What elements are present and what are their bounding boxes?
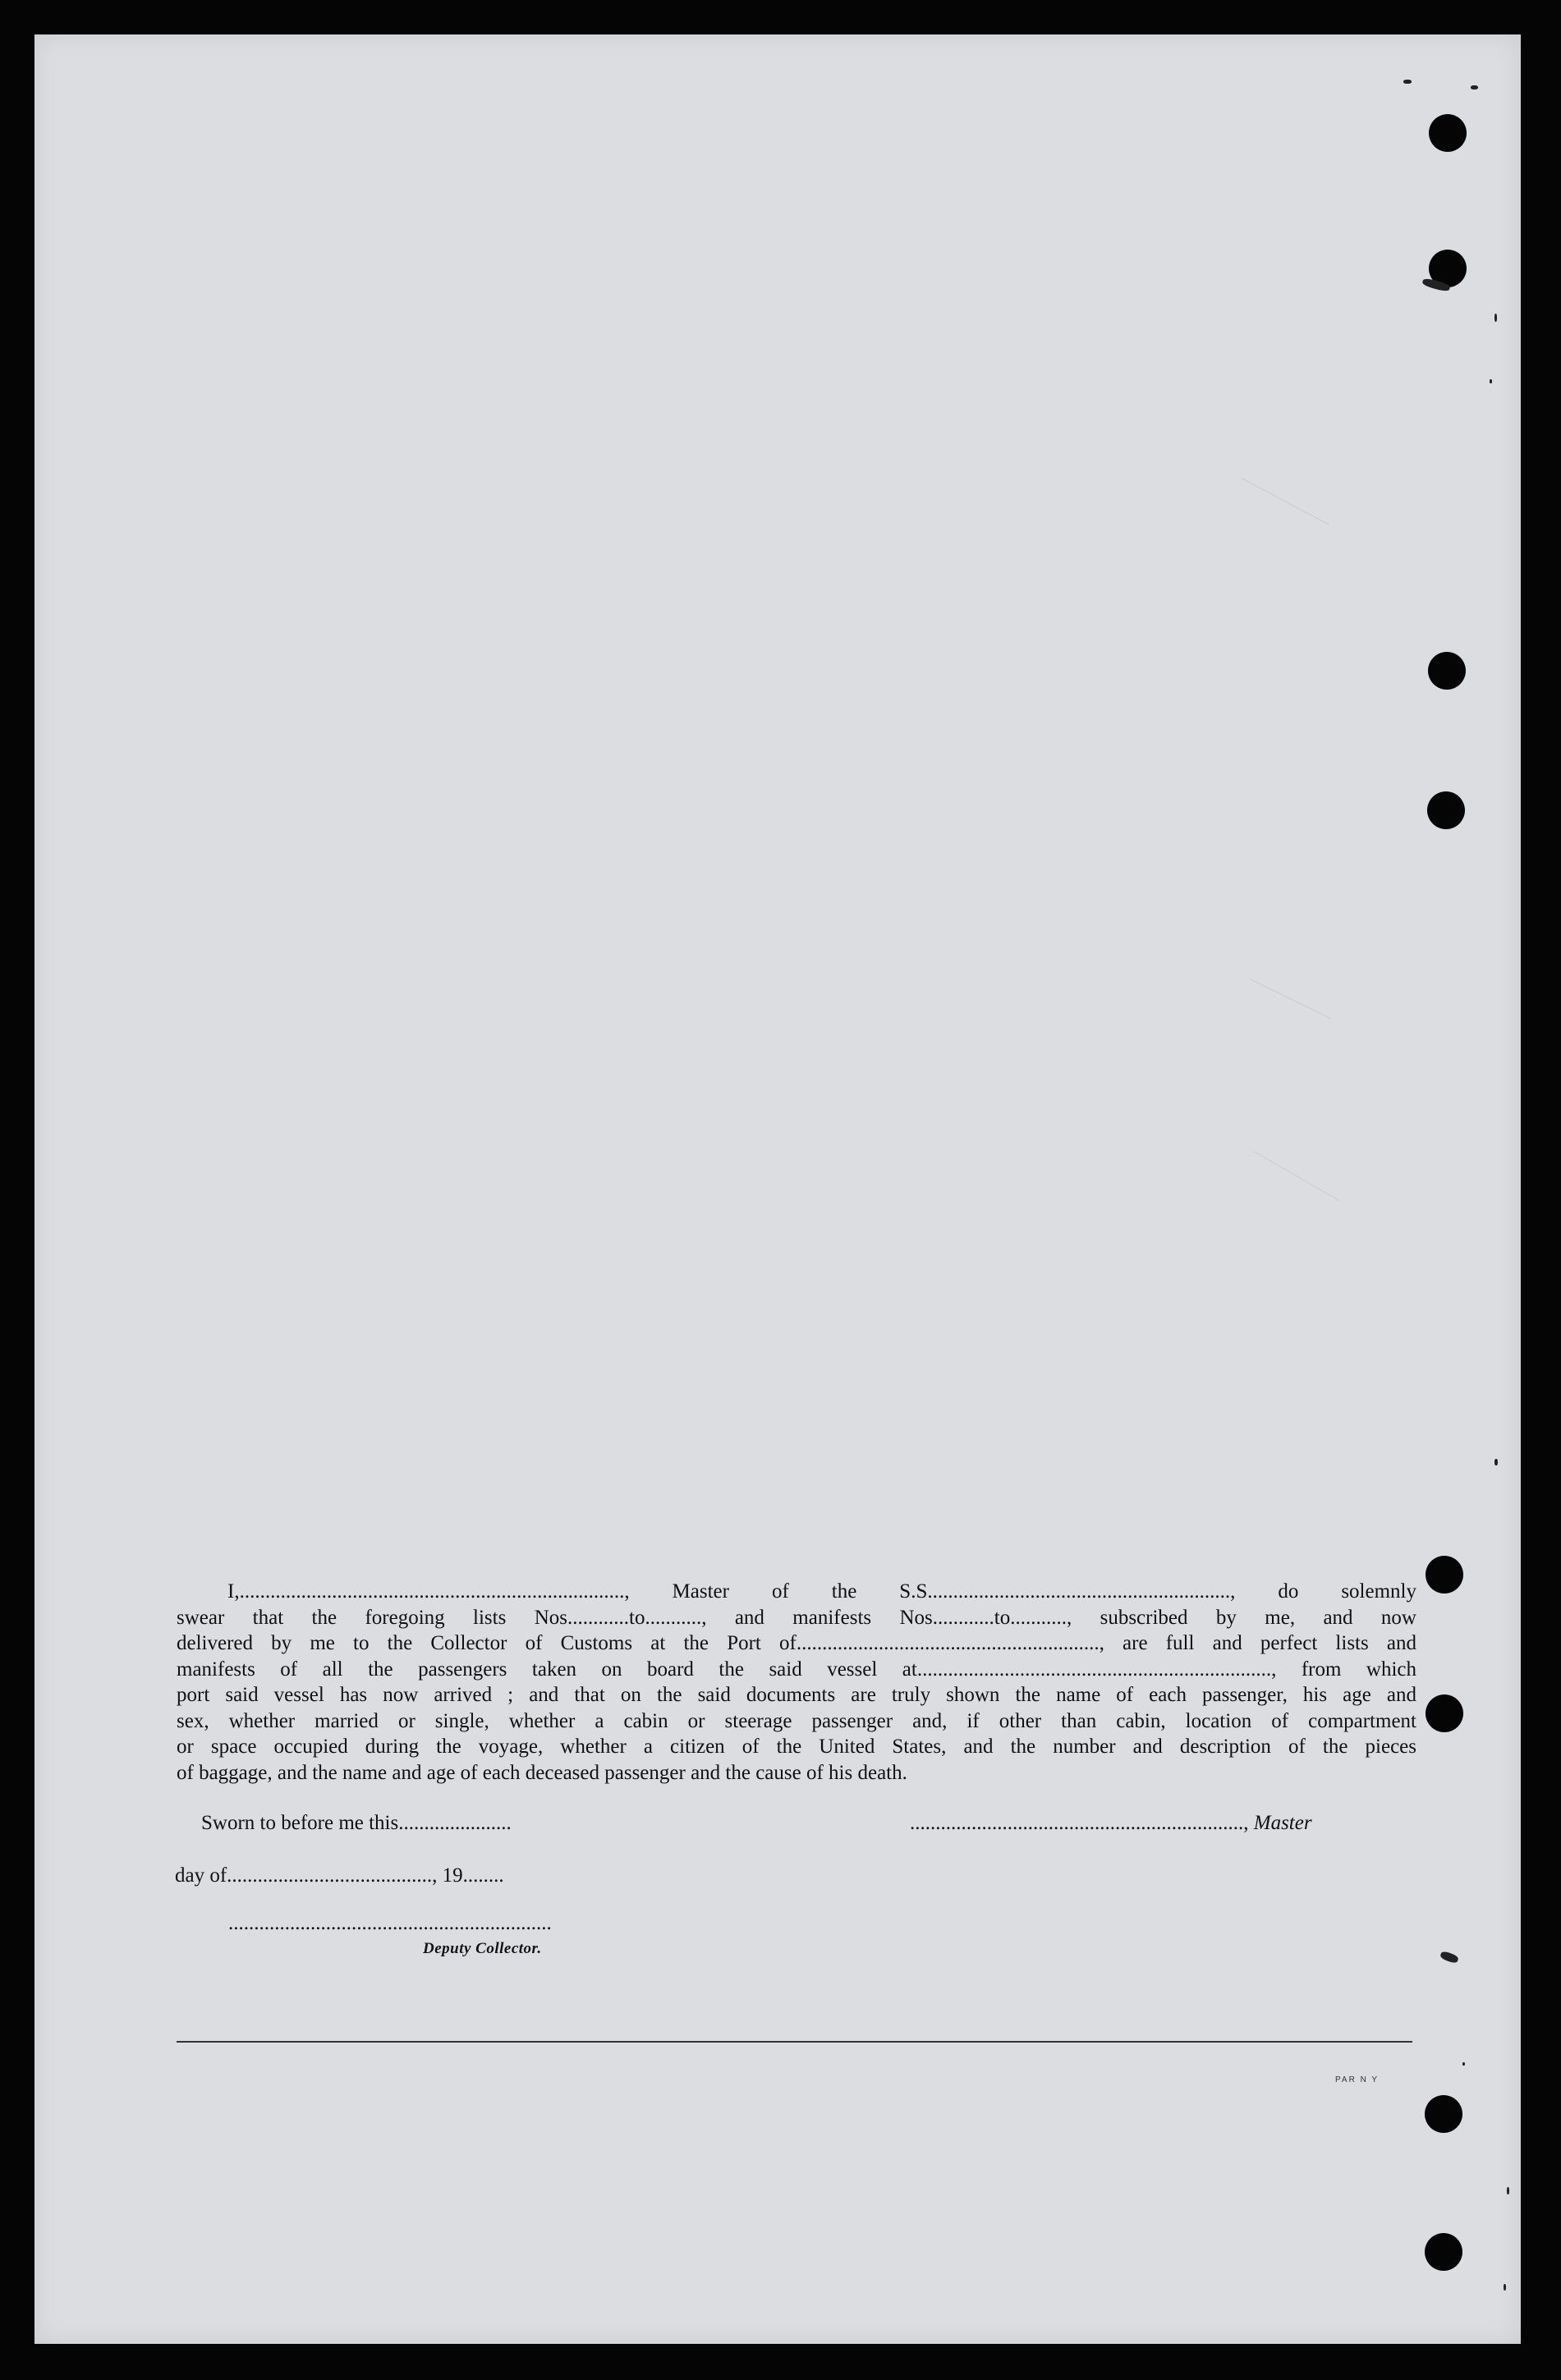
deputy-dots: ...............................................................	[228, 1912, 552, 1934]
master-label: Master	[1253, 1812, 1312, 1834]
speck	[1490, 379, 1492, 383]
oath-line: swear that the foregoing lists Nos............to..........., and manifests Nos............to..........., subscribed by me, and now	[177, 1606, 1416, 1629]
oath-line: port said vessel has now arrived ; and that on the said documents are truly shown the name of each passenger, his age and	[177, 1684, 1416, 1706]
punch-hole	[1425, 2095, 1462, 2133]
speck	[1439, 1951, 1459, 1965]
master-signature-line	[910, 1812, 1312, 1835]
oath-line: or space occupied during the voyage, whether a citizen of the United States, and the number and description of the pieces	[177, 1736, 1416, 1758]
oath-line: delivered by me to the Collector of Customs at the Port of..........................................................., are full and perfect lists and	[177, 1632, 1416, 1654]
show-through-line	[1250, 979, 1331, 1019]
oath-line: I,..........................................................................., Master of the S.S..........................................................., do solemnly	[227, 1580, 1416, 1603]
punch-hole	[1426, 1556, 1463, 1594]
oath-paragraph	[177, 1579, 1416, 1786]
speck	[1494, 1459, 1498, 1465]
master-dots: .................................................................,	[910, 1812, 1249, 1834]
deputy-collector-label: Deputy Collector.	[423, 1940, 542, 1957]
punch-hole	[1428, 652, 1466, 690]
speck	[1507, 2187, 1509, 2194]
speck	[1504, 2284, 1506, 2291]
oath-line: of baggage, and the name and age of each deceased passenger and the cause of his death.	[177, 1761, 907, 1784]
oath-line: sex, whether married or single, whether a cabin or steerage passenger and, if other than cabin, location of compartment	[177, 1709, 1416, 1732]
speck	[1494, 314, 1497, 322]
speck	[1471, 85, 1478, 89]
day-line	[175, 1864, 504, 1887]
show-through-line	[1254, 1151, 1339, 1201]
sworn-text: Sworn to before me this......................	[201, 1812, 512, 1834]
speck	[1462, 2062, 1465, 2066]
day-text: day of........................................, 19........	[175, 1864, 504, 1887]
deputy-signature-line	[228, 1912, 552, 1935]
punch-hole	[1429, 114, 1467, 152]
horizontal-rule	[177, 2041, 1412, 2043]
sworn-line	[201, 1812, 512, 1835]
printer-mark: PAR N Y	[1335, 2075, 1380, 2084]
document-page	[34, 34, 1521, 2344]
punch-hole	[1426, 1694, 1463, 1732]
speck	[1403, 80, 1412, 84]
show-through-line	[1242, 478, 1329, 525]
punch-hole	[1427, 791, 1465, 829]
oath-line: manifests of all the passengers taken on board the said vessel at....................................................................., from which	[177, 1658, 1416, 1681]
punch-hole	[1425, 2233, 1462, 2271]
